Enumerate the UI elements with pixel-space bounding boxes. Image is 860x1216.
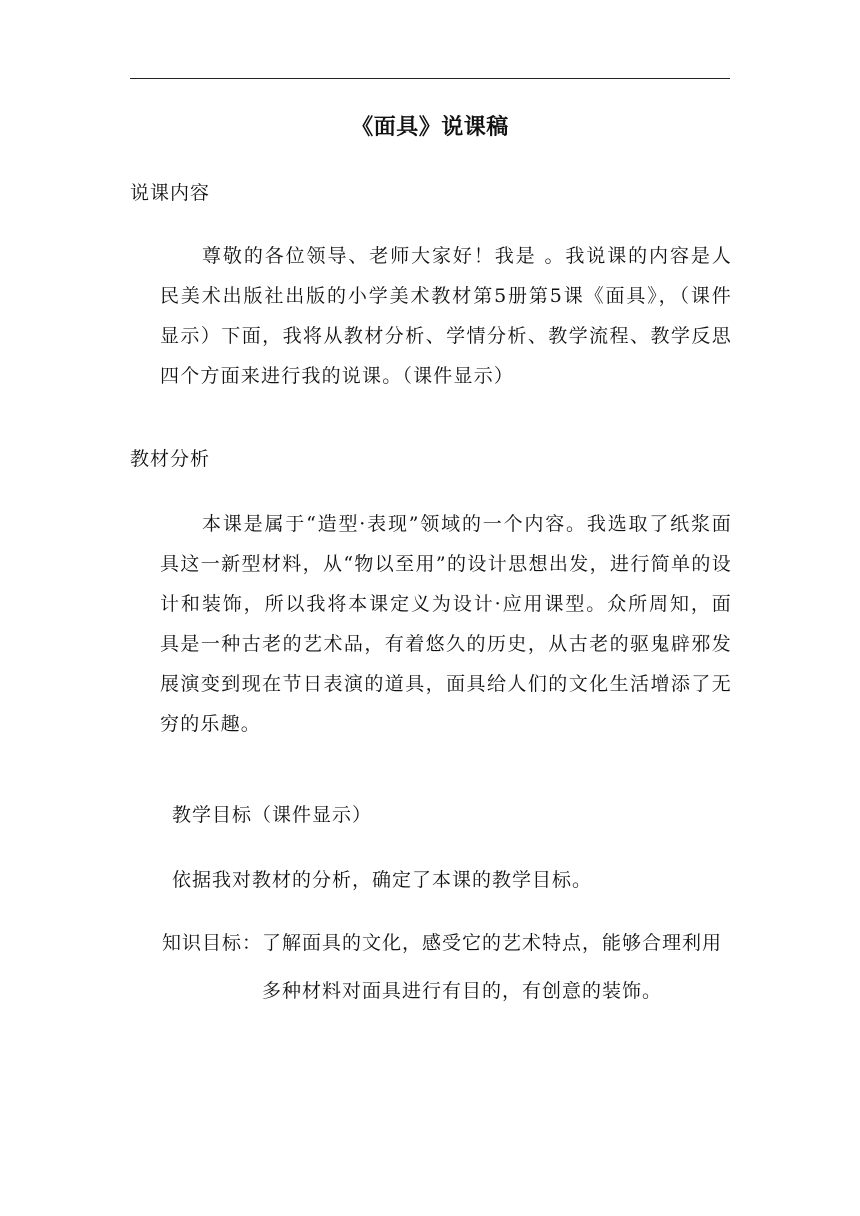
paragraph-text: 本课是属于“造型·表现”领域的一个内容。我选取了纸浆面具这一新型材料，从“物以至用”的设计思想出发，进行简单的设计和装饰，所以我将本课定义为设计·应用课型。众所周知，面具是一种古老的艺术品，有着悠久的历史，从古老的驱鬼辟邪发展演变到现在节日表演的道具，面具给人们的文化生活增添了无穷的乐趣。: [160, 513, 732, 735]
section-heading-lecture-content: 说课内容: [130, 182, 211, 204]
knowledge-goal-line-1: 了解面具的文化，感受它的艺术特点，能够合理利用: [262, 932, 723, 954]
knowledge-goal-line-2: 多种材料对面具进行有目的，有创意的装饰。: [262, 980, 663, 1002]
document-title: 《面具》说课稿: [351, 115, 509, 140]
section-paragraph-material-analysis: [160, 504, 732, 744]
header-rule: [130, 78, 730, 79]
goals-intro: 依据我对教材的分析，确定了本课的教学目标。: [172, 869, 593, 891]
paragraph-text: 尊敬的各位领导、老师大家好！我是 。我说课的内容是人民美术出版社出版的小学美术教材第5册第5课《面具》，（课件显示）下面，我将从教材分析、学情分析、教学流程、教学反思四个方面来进行我的说课。（课件显示）: [160, 245, 732, 387]
knowledge-goal-label: 知识目标：: [162, 932, 263, 954]
goals-heading: 教学目标（课件显示）: [172, 804, 373, 826]
section-heading-material-analysis: 教材分析: [130, 448, 211, 470]
section-paragraph-lecture-content: [160, 236, 732, 396]
